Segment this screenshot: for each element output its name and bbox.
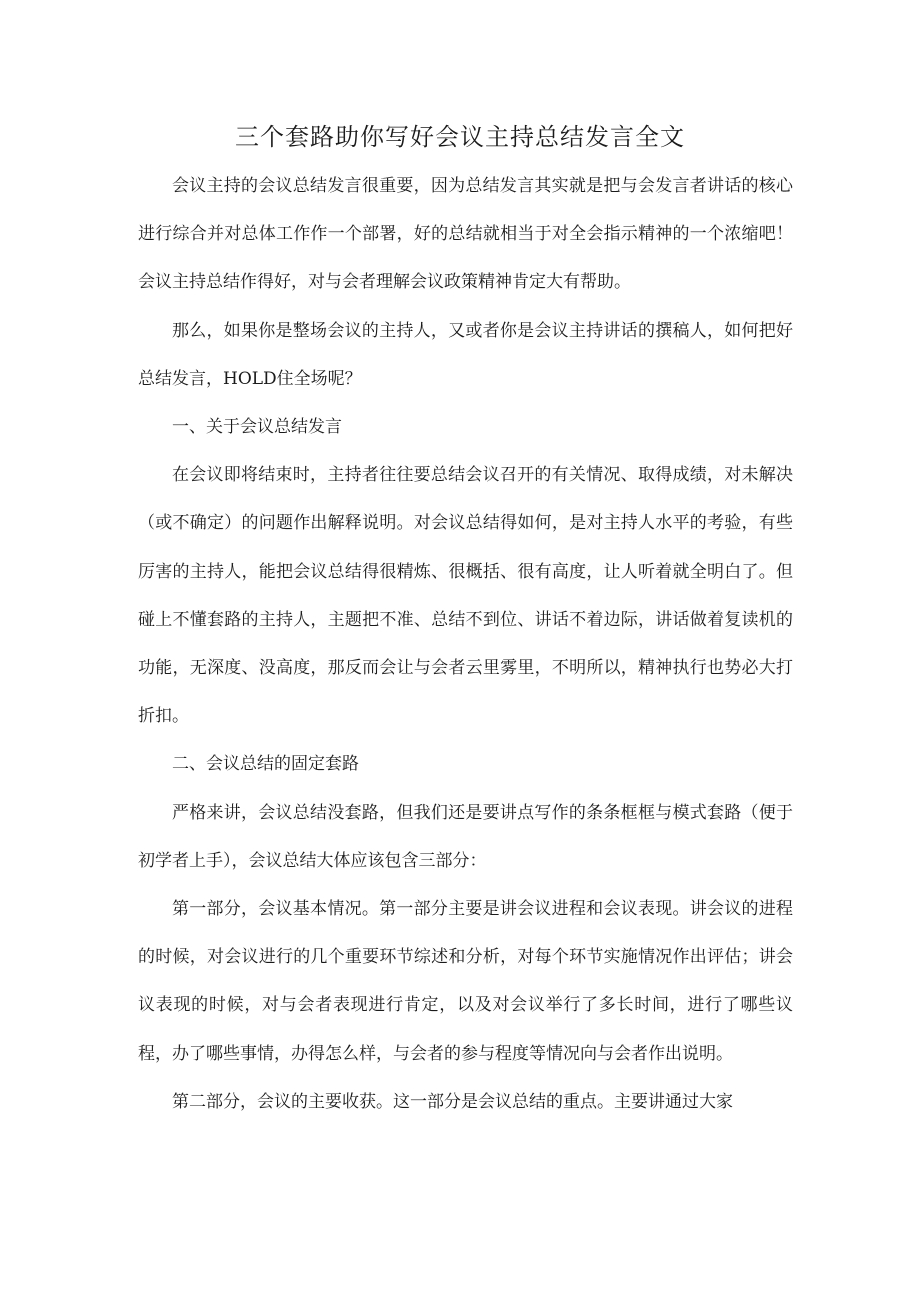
paragraph-part-1: 第一部分，会议基本情况。第一部分主要是讲会议进程和会议表现。讲会议的进程的时候，对会议进行的几个重要环节综述和分析，对每个环节实施情况作出评估；讲会议表现的时候，对与会者表现进行肯定，以及对会议举行了多长时间，进行了哪些议程，办了哪些事情，办得怎么样，与会者的参与程度等情况向与会者作出说明。 (138, 899, 793, 1064)
section-heading-1: 一、关于会议总结发言 (172, 417, 342, 438)
section-heading-2: 二、会议总结的固定套路 (172, 754, 359, 775)
paragraph-intro: 会议主持的会议总结发言很重要，因为总结发言其实就是把与会发言者讲话的核心进行综合并对总体工作作一个部署，好的总结就相当于对全会指示精神的一个浓缩吧！会议主持总结作得好，对与会者理解会议政策精神肯定大有帮助。 (138, 176, 793, 293)
paragraph-part-2: 第二部分，会议的主要收获。这一部分是会议总结的重点。主要讲通过大家 (172, 1091, 733, 1112)
paragraph-section-1: 在会议即将结束时，主持者往往要总结会议召开的有关情况、取得成绩，对未解决（或不确定）的问题作出解释说明。对会议总结得如何，是对主持人水平的考验，有些厉害的主持人，能把会议总结得很精炼、很概括、很有高度，让人听着就全明白了。但碰上不懂套路的主持人，主题把不准、总结不到位、讲话不着边际，讲话做着复读机的功能，无深度、没高度，那反而会让与会者云里雾里，不明所以，精神执行也势必大打折扣。 (138, 465, 793, 727)
document-body (138, 162, 793, 1126)
paragraph-question: 那么，如果你是整场会议的主持人，又或者你是会议主持讲话的撰稿人，如何把好总结发言，HOLD住全场呢？ (138, 320, 793, 389)
paragraph-section-2: 严格来讲，会议总结没套路，但我们还是要讲点写作的条条框框与模式套路（便于初学者上手），会议总结大体应该包含三部分： (138, 802, 793, 871)
document-title: 三个套路助你写好会议主持总结发言全文 (235, 123, 685, 151)
